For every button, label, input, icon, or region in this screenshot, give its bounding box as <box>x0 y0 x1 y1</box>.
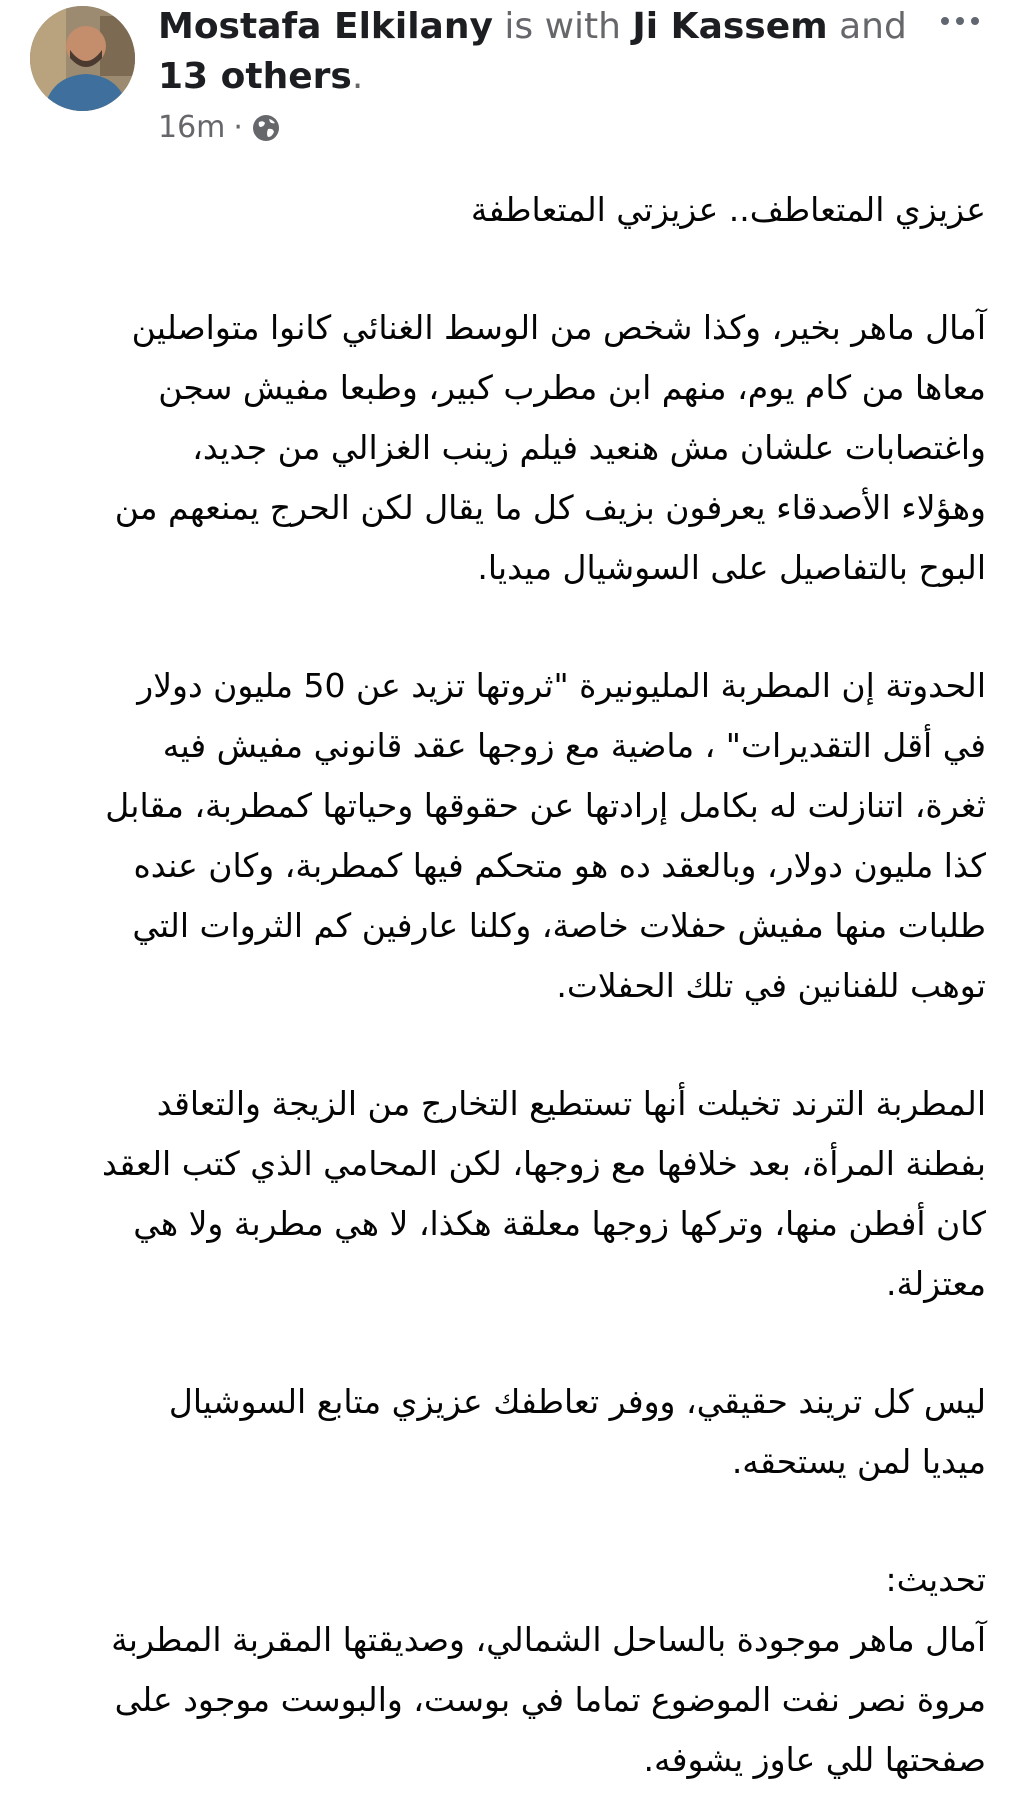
post-meta <box>158 108 281 148</box>
update-heading: تحديث: <box>885 1560 986 1599</box>
author-avatar[interactable] <box>30 6 135 111</box>
post-line: معتزلة. <box>886 1264 986 1303</box>
author-name[interactable]: Mostafa Elkilany <box>158 6 493 47</box>
post-line: الحدوتة إن المطربة المليونيرة "ثروتها تزيد عن 50 مليون دولار <box>137 666 986 705</box>
post-line: طلبات منها مفيش حفلات خاصة، وكلنا عارفين كم الثروات التي <box>132 906 986 945</box>
post-line: كان أفطن منها، وتركها زوجها معلقة هكذا، لا هي مطربة ولا هي <box>133 1204 986 1243</box>
post-body <box>46 180 986 1790</box>
and-text: and <box>839 6 907 47</box>
post-line: توهب للفنانين في تلك الحفلات. <box>556 966 986 1005</box>
post-line: صفحتها للي عاوز يشوفه. <box>643 1740 986 1779</box>
post-line: ميديا لمن يستحقه. <box>731 1442 986 1481</box>
post-line: آمال ماهر بخير، وكذا شخص من الوسط الغنائي كانوا متواصلين <box>131 308 986 347</box>
post-greeting: عزيزي المتعاطف.. عزيزتي المتعاطفة <box>470 190 986 229</box>
author-line <box>158 2 918 102</box>
meta-separator: · <box>233 110 243 145</box>
more-options-icon[interactable] <box>936 6 984 36</box>
post-header <box>30 0 990 160</box>
post-line: في أقل التقديرات" ، ماضية مع زوجها عقد قانوني مفيش فيه <box>162 726 986 765</box>
post-line: واغتصابات علشان مش هنعيد فيلم زينب الغزالي من جديد، <box>192 428 986 467</box>
post-line: آمال ماهر موجودة بالساحل الشمالي، وصديقتها المقربة المطربة <box>111 1620 986 1659</box>
period: . <box>351 56 364 97</box>
post-line: مروة نصر نفت الموضوع تماما في بوست، والبوست موجود على <box>114 1680 986 1719</box>
with-text: is with <box>504 6 621 47</box>
avatar-photo <box>30 6 135 111</box>
post-line: بفطنة المرأة، بعد خلافها مع زوجها، لكن المحامي الذي كتب العقد <box>102 1144 986 1183</box>
post-line: معاها من كام يوم، منهم ابن مطرب كبير، وطبعا مفيش سجن <box>158 368 986 407</box>
globe-icon[interactable] <box>251 113 281 143</box>
post-line: ليس كل تريند حقيقي، ووفر تعاطفك عزيزي متابع السوشيال <box>168 1382 986 1421</box>
post-line: وهؤلاء الأصدقاء يعرفون بزيف كل ما يقال لكن الحرج يمنعهم من <box>114 488 986 527</box>
post-timestamp[interactable]: 16m <box>158 110 226 145</box>
post-line: كذا مليون دولار، وبالعقد ده هو متحكم فيها كمطربة، وكان عنده <box>133 846 986 885</box>
tagged-others[interactable]: 13 others <box>158 56 352 97</box>
tagged-friend[interactable]: Ji Kassem <box>632 6 828 47</box>
post-line: ثغرة، اتنازلت له بكامل إرادتها عن حقوقها وحياتها كمطربة، مقابل <box>105 786 986 825</box>
post-line: البوح بالتفاصيل على السوشيال ميديا. <box>477 548 986 587</box>
post-line: المطربة الترند تخيلت أنها تستطيع التخارج من الزيجة والتعاقد <box>156 1084 986 1123</box>
